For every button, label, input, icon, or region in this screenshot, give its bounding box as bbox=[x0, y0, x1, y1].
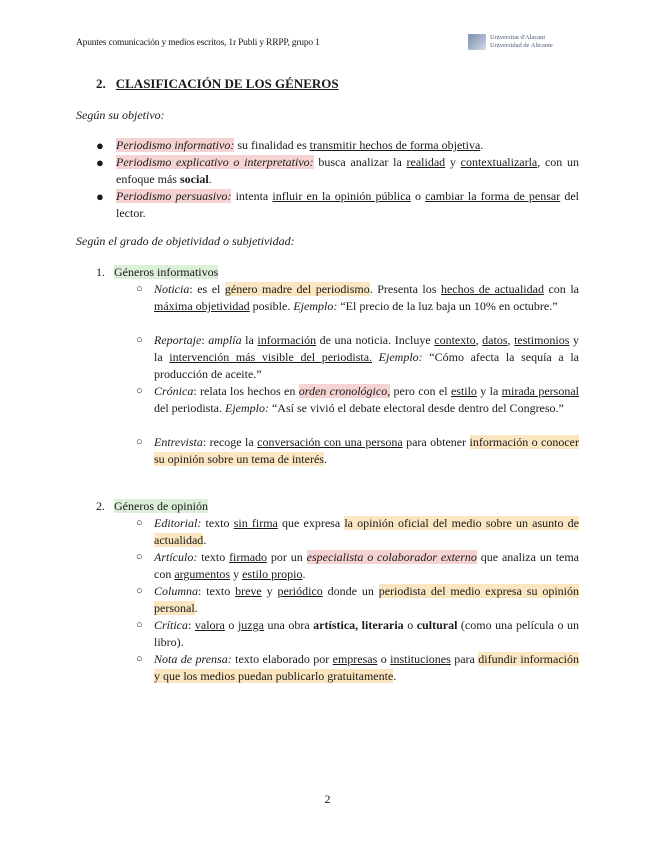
list-item-reportaje: Reportaje: amplía la información de una noticia. Incluye contexto, datos, testimonios y la intervención más visible del periodista. Ejemplo: “Cómo afecta la sequía a la producción de aceite.” bbox=[154, 333, 580, 381]
list-item-periodismo-informativo: Periodismo informativo: su finalidad es transmitir hechos de forma objetiva. bbox=[116, 138, 484, 152]
heading-generos-informativos: Géneros informativos bbox=[114, 265, 219, 279]
university-logo bbox=[468, 34, 553, 50]
list-item-periodismo-explicativo: Periodismo explicativo o interpretativo: busca analizar la realidad y contextualizarla, con un enfoque más social. bbox=[116, 155, 580, 186]
list-item-nota-de-prensa: Nota de prensa: texto elaborado por empresas o instituciones para difundir información y que los medios puedan publicarlo gratuitamente. bbox=[154, 652, 579, 683]
bullet-icon: ● bbox=[96, 155, 104, 170]
heading-generos-opinion: Géneros de opinión bbox=[114, 499, 208, 513]
list-number: 2. Géneros de opinión bbox=[96, 499, 208, 513]
university-logo-text: Universitat d'Alacant Universidad de Alicante bbox=[490, 34, 553, 49]
circle-bullet-icon: ○ bbox=[136, 436, 143, 448]
circle-bullet-icon: ○ bbox=[136, 551, 143, 563]
circle-bullet-icon: ○ bbox=[136, 283, 143, 295]
section-title: 2. CLASIFICACIÓN DE LOS GÉNEROS bbox=[96, 76, 339, 91]
circle-bullet-icon: ○ bbox=[136, 385, 143, 397]
page-number: 2 bbox=[324, 792, 331, 806]
circle-bullet-icon: ○ bbox=[136, 653, 143, 665]
circle-bullet-icon: ○ bbox=[136, 619, 143, 631]
list-item-noticia: Noticia: es el género madre del periodismo. Presenta los hechos de actualidad con la máxima objetividad posible. Ejemplo: “El precio de la luz baja un 10% en octubre.” bbox=[154, 282, 579, 313]
circle-bullet-icon: ○ bbox=[136, 334, 143, 346]
circle-bullet-icon: ○ bbox=[136, 517, 143, 529]
list-item-critica: Crítica: valora o juzga una obra artística, literaria o cultural (como una película o un libro). bbox=[154, 618, 580, 649]
subheading-grado: Según el grado de objetividad o subjetividad: bbox=[76, 234, 295, 248]
list-item-periodismo-persuasivo: Periodismo persuasivo: intenta influir en la opinión pública o cambiar la forma de pensar del lector. bbox=[116, 189, 580, 220]
bullet-icon: ● bbox=[96, 189, 104, 204]
bullet-icon: ● bbox=[96, 138, 104, 153]
university-logo-icon bbox=[468, 34, 486, 50]
circle-bullet-icon: ○ bbox=[136, 585, 143, 597]
list-item-columna: Columna: texto breve y periódico donde un periodista del medio expresa su opinión personal. bbox=[154, 584, 579, 615]
list-item-editorial: Editorial: texto sin firma que expresa la opinión oficial del medio sobre un asunto de actualidad. bbox=[154, 516, 579, 547]
document-header-text: Apuntes comunicación y medios escritos, 1r Publi y RRPP, grupo 1 bbox=[76, 38, 320, 48]
subheading-objetivo: Según su objetivo: bbox=[76, 108, 165, 122]
list-item-entrevista: Entrevista: recoge la conversación con una persona para obtener información o conocer su opinión sobre un tema de interés. bbox=[154, 435, 580, 466]
list-item-articulo: Artículo: texto firmado por un especialista o colaborador externo que analiza un tema con argumentos y estilo propio. bbox=[154, 550, 580, 581]
list-number: 1. Géneros informativos bbox=[96, 265, 219, 279]
list-item-cronica: Crónica: relata los hechos en orden cronológico, pero con el estilo y la mirada personal del periodista. Ejemplo: “Así se vivió el debate electoral desde dentro del Congreso.” bbox=[154, 384, 579, 415]
